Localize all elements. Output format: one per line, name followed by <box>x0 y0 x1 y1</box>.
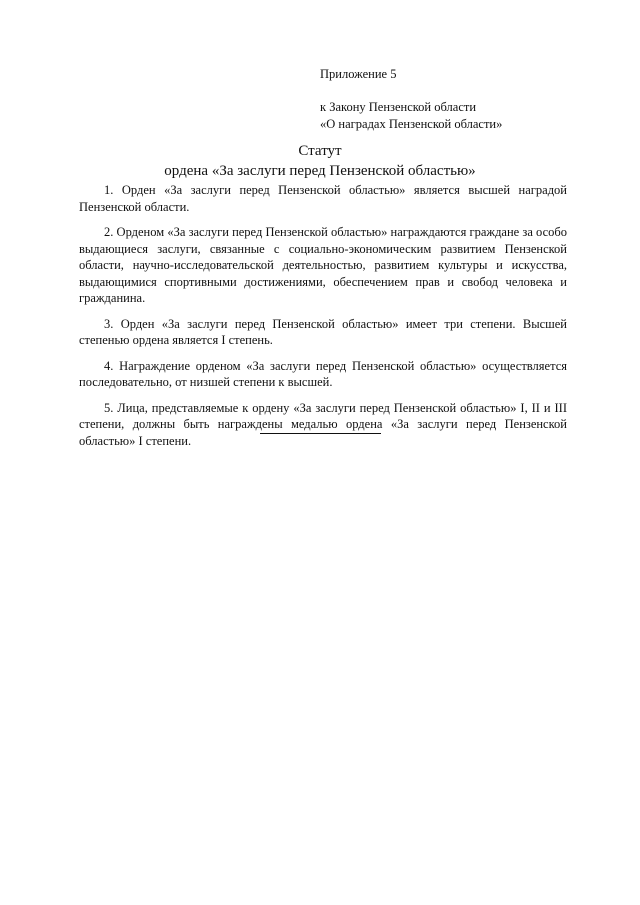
title-order-name: ордена «За заслуги перед Пензенской областью» <box>164 163 476 179</box>
paragraph-2: 2. Орденом «За заслуги перед Пензенской областью» награждаются граждане за особо выдающиеся заслуги, связанные с социально-экономическим развитием Пензенской области, научно-исследовательской деятельностью, развитием культуры и искусства, выдающимися спортивными достижениями, обеспечением прав и свобод человека и гражданина. <box>79 225 567 305</box>
paragraph-3: 3. Орден «За заслуги перед Пензенской областью» имеет три степени. Высшей степенью ордена является I степень. <box>79 316 567 347</box>
appendix-law-title: «О наградах Пензенской области» <box>320 117 503 131</box>
paragraph-4: 4. Награждение орденом «За заслуги перед Пензенской областью» осуществляется последовательно, от низшей степени к высшей. <box>79 358 567 389</box>
title-statute: Статут <box>298 143 342 159</box>
paragraph-1: 1. Орден «За заслуги перед Пензенской областью» является высшей наградой Пензенской области. <box>79 183 567 214</box>
document-body <box>79 182 567 458</box>
appendix-spacer <box>320 83 580 99</box>
document-title <box>0 141 640 181</box>
paragraph-5: 5. Лица, представляемые к ордену «За заслуги перед Пензенской областью» I, II и III степени, должны быть награждены медалью ордена «За заслуги перед Пензенской областью» I степени. <box>79 400 567 448</box>
appendix-label: Приложение 5 <box>320 67 397 81</box>
appendix-header <box>320 66 580 133</box>
appendix-law-reference: к Закону Пензенской области <box>320 100 477 114</box>
closing-divider <box>260 433 381 434</box>
